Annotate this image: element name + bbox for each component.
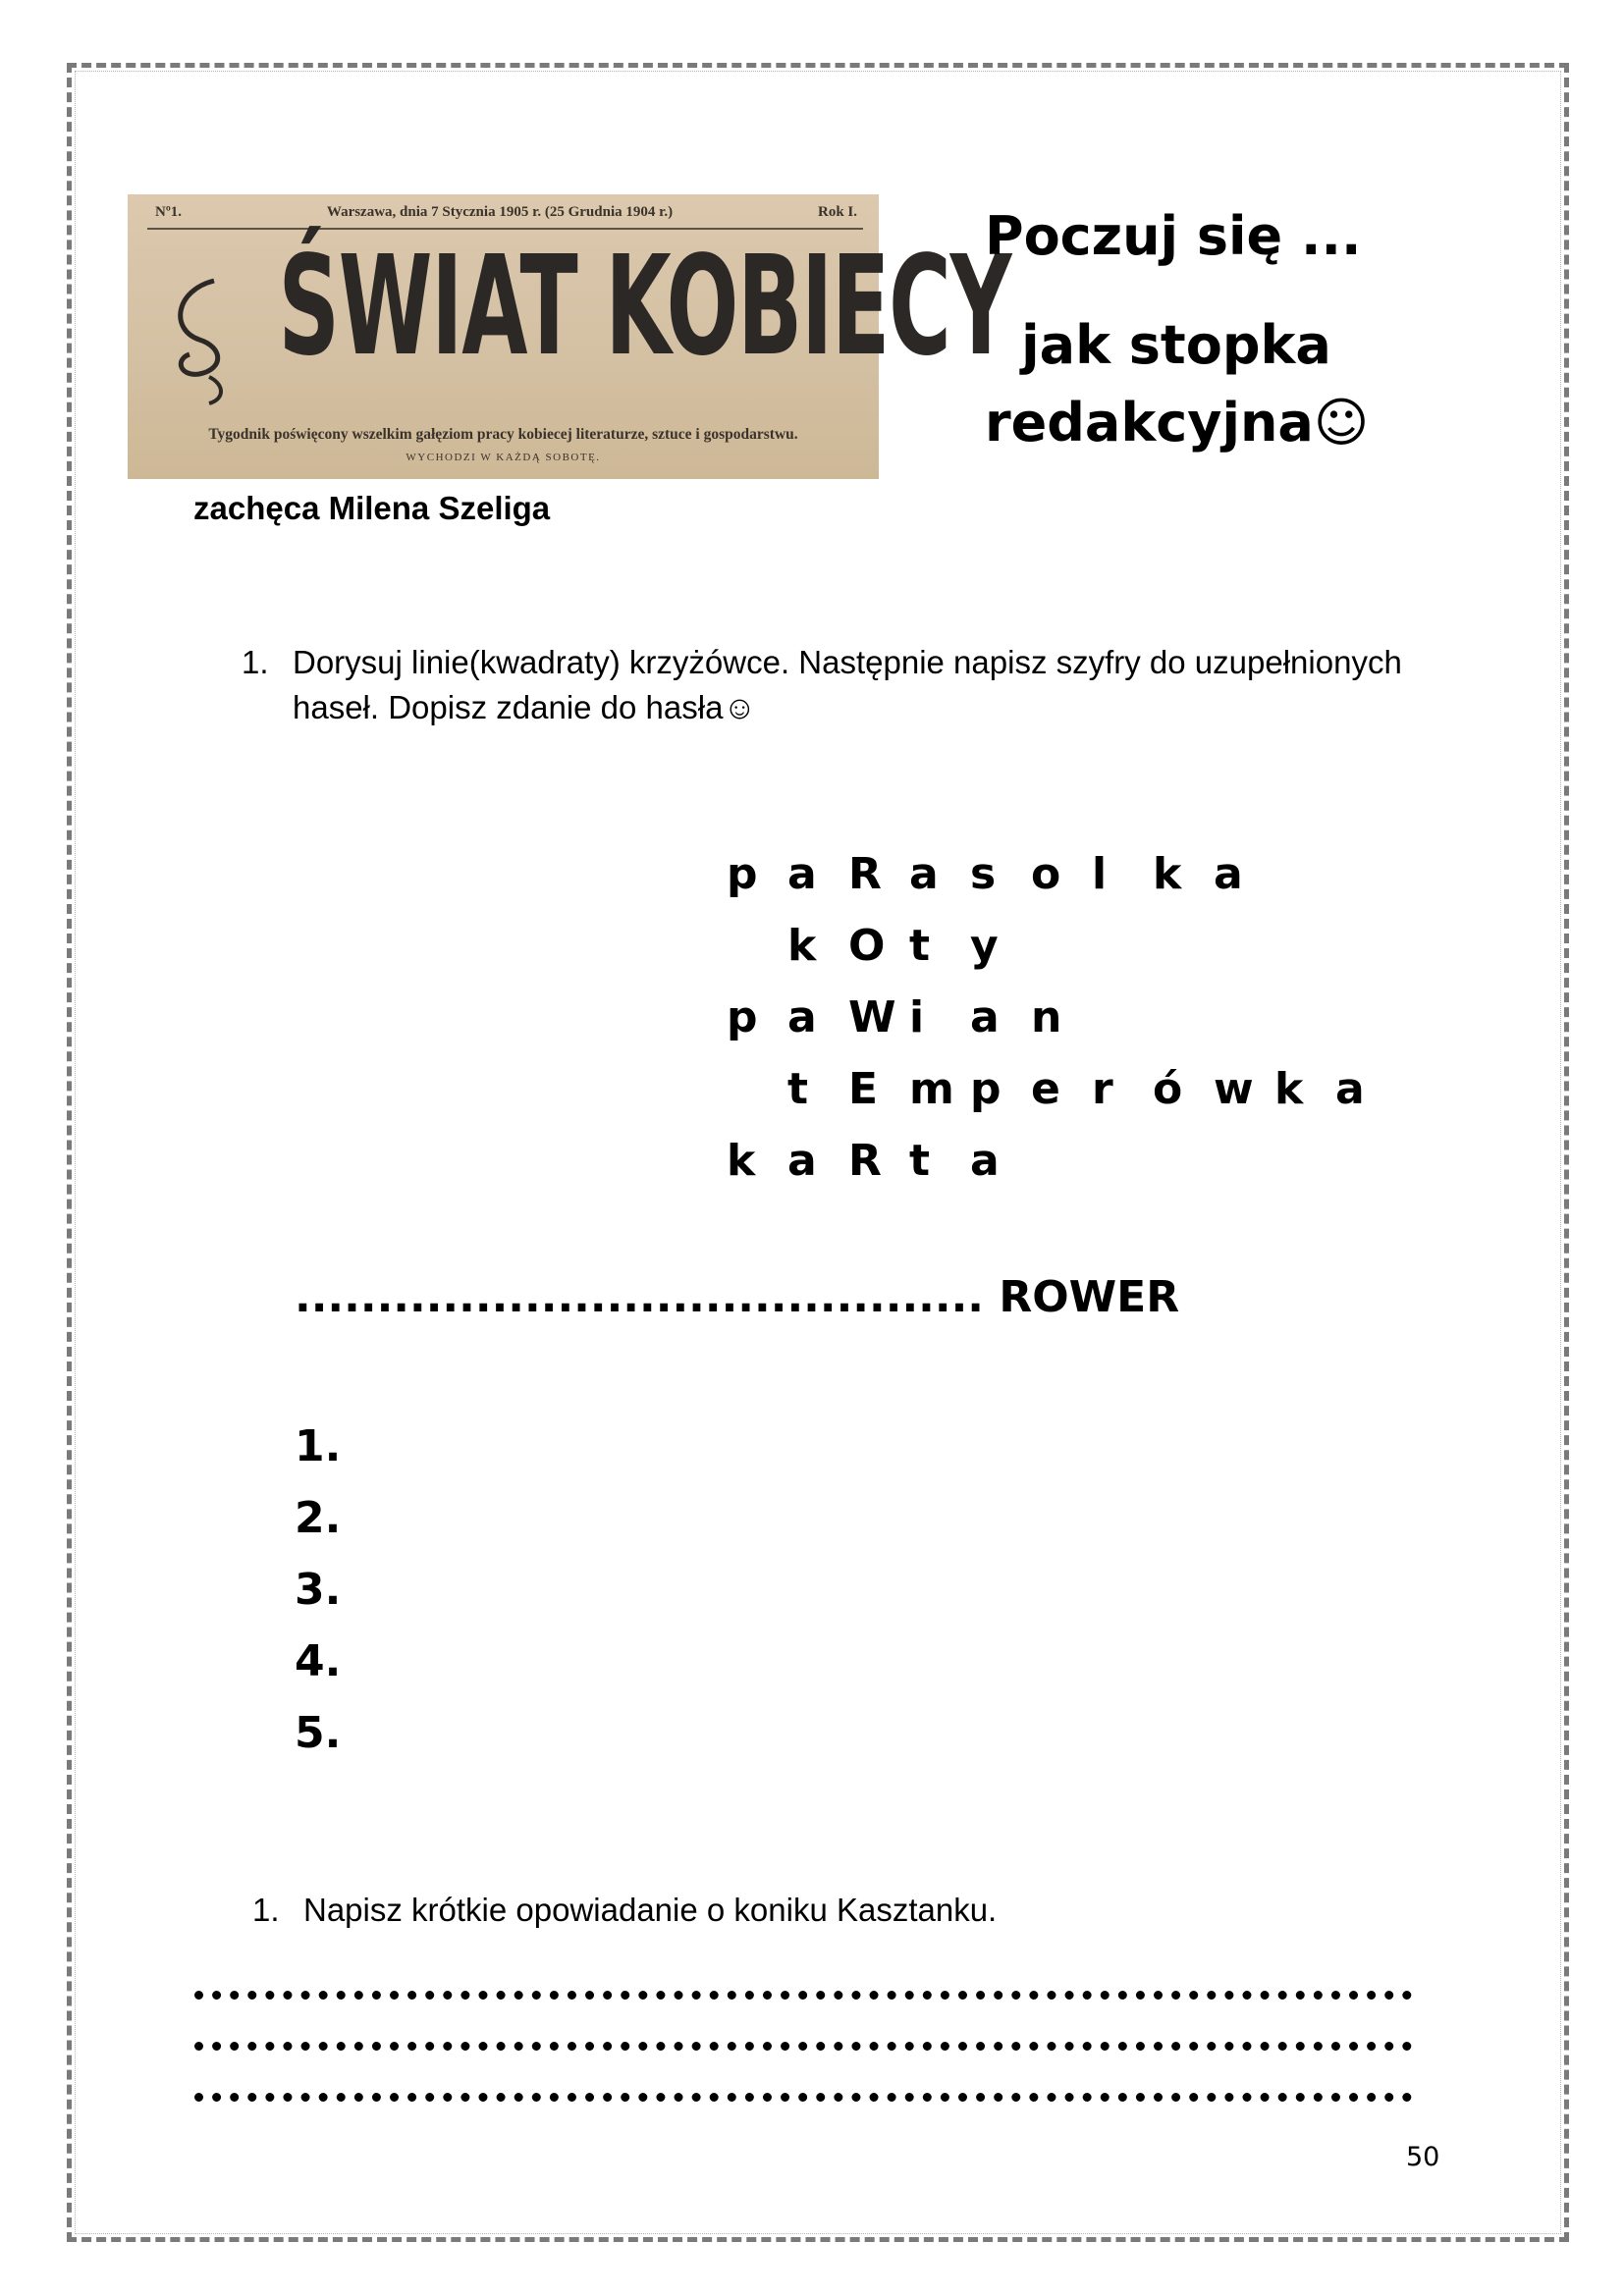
task-number: 1. bbox=[242, 644, 269, 680]
crossword-row bbox=[727, 1125, 1396, 1197]
answer-word: ROWER bbox=[999, 1272, 1180, 1322]
ornament-swirl-icon bbox=[155, 261, 244, 408]
crossword-letter: y bbox=[970, 921, 999, 971]
crossword-letter: k bbox=[1153, 849, 1182, 899]
task-text-line-2: haseł. Dopisz zdanie do hasła☺ bbox=[293, 689, 757, 725]
crossword-letter: E bbox=[848, 1064, 879, 1114]
heading-line-2: jak stopka bbox=[1021, 314, 1331, 376]
crossword-letter: l bbox=[1092, 849, 1108, 899]
heading-title: Poczuj się ... bbox=[985, 205, 1362, 267]
numbered-line: 1. bbox=[295, 1421, 342, 1471]
crossword-letter: k bbox=[727, 1136, 756, 1186]
page-number: 50 bbox=[1406, 2142, 1440, 2172]
masthead-year: Rok I. bbox=[817, 204, 857, 220]
crossword-letter: t bbox=[909, 921, 931, 971]
crossword-letter: a bbox=[787, 992, 817, 1042]
crossword-letter: ó bbox=[1153, 1064, 1183, 1114]
crossword-letter: R bbox=[848, 1136, 882, 1186]
crossword-row bbox=[727, 910, 1396, 982]
crossword-letter: r bbox=[1092, 1064, 1113, 1114]
crossword-letter: W bbox=[848, 992, 896, 1042]
crossword-row bbox=[727, 982, 1396, 1053]
numbered-list bbox=[295, 1411, 341, 1769]
crossword-letter: e bbox=[1031, 1064, 1060, 1114]
task-1 bbox=[242, 640, 1469, 738]
crossword-letter: O bbox=[848, 921, 886, 971]
task-number: 1. bbox=[252, 1892, 280, 1928]
crossword-letter: t bbox=[909, 1136, 931, 1186]
crossword-letter: k bbox=[1274, 1064, 1304, 1114]
crossword-letter: p bbox=[970, 1064, 1001, 1114]
crossword-letter: o bbox=[1031, 849, 1061, 899]
crossword-letter: a bbox=[909, 849, 939, 899]
answer-dots: .......................................... bbox=[295, 1272, 985, 1322]
task-2 bbox=[252, 1888, 1480, 1937]
crossword-letter: p bbox=[727, 992, 758, 1042]
crossword-row bbox=[727, 1053, 1396, 1125]
crossword-letter: k bbox=[787, 921, 817, 971]
masthead-frequency: WYCHODZI W KAŻDĄ SOBOTĘ. bbox=[406, 452, 601, 463]
heading-line-3: redakcyjna☺ bbox=[985, 392, 1370, 454]
crossword-letter: w bbox=[1214, 1064, 1254, 1114]
task-text-line-1: Dorysuj linie(kwadraty) krzyżówce. Następnie napisz szyfry do uzupełnionych bbox=[293, 644, 1402, 680]
byline: zachęca Milena Szeliga bbox=[193, 490, 551, 526]
masthead-dateline: Warszawa, dnia 7 Stycznia 1905 r. (25 Grudnia 1904 r.) bbox=[326, 204, 674, 220]
crossword-letter: p bbox=[727, 849, 758, 899]
crossword-row bbox=[727, 838, 1396, 910]
crossword-letter: a bbox=[787, 1136, 817, 1186]
crossword-letter: s bbox=[970, 849, 997, 899]
masthead-topline bbox=[155, 204, 857, 221]
numbered-line: 5. bbox=[295, 1708, 342, 1758]
crossword bbox=[727, 838, 1396, 1197]
crossword-letter: a bbox=[1335, 1064, 1365, 1114]
heading-subtitle bbox=[985, 306, 1368, 461]
masthead-number: Nº1. bbox=[155, 204, 183, 220]
numbered-line: 2. bbox=[295, 1493, 342, 1543]
answer-line bbox=[295, 1268, 1179, 1327]
crossword-letter: t bbox=[787, 1064, 809, 1114]
writing-line[interactable] bbox=[194, 2093, 1412, 2111]
crossword-letter: m bbox=[909, 1064, 954, 1114]
masthead-image bbox=[128, 194, 1011, 479]
masthead-subtitle: Tygodnik poświęcony wszelkim gałęziom pracy kobiecej literaturze, sztuce i gospodarstwu. bbox=[208, 426, 798, 443]
crossword-letter: a bbox=[1214, 849, 1243, 899]
crossword-letter: n bbox=[1031, 992, 1062, 1042]
crossword-letter: R bbox=[848, 849, 882, 899]
crossword-letter: a bbox=[970, 992, 1000, 1042]
writing-line[interactable] bbox=[194, 2042, 1412, 2060]
writing-line[interactable] bbox=[194, 1991, 1412, 2009]
crossword-letter: a bbox=[787, 849, 817, 899]
numbered-line: 4. bbox=[295, 1636, 342, 1686]
masthead-title: ŚWIAT KOBIECY bbox=[278, 227, 1011, 387]
task-text: Napisz krótkie opowiadanie o koniku Kasztanku. bbox=[303, 1892, 998, 1928]
numbered-line: 3. bbox=[295, 1565, 342, 1615]
crossword-letter: i bbox=[909, 992, 925, 1042]
crossword-letter: a bbox=[970, 1136, 1000, 1186]
